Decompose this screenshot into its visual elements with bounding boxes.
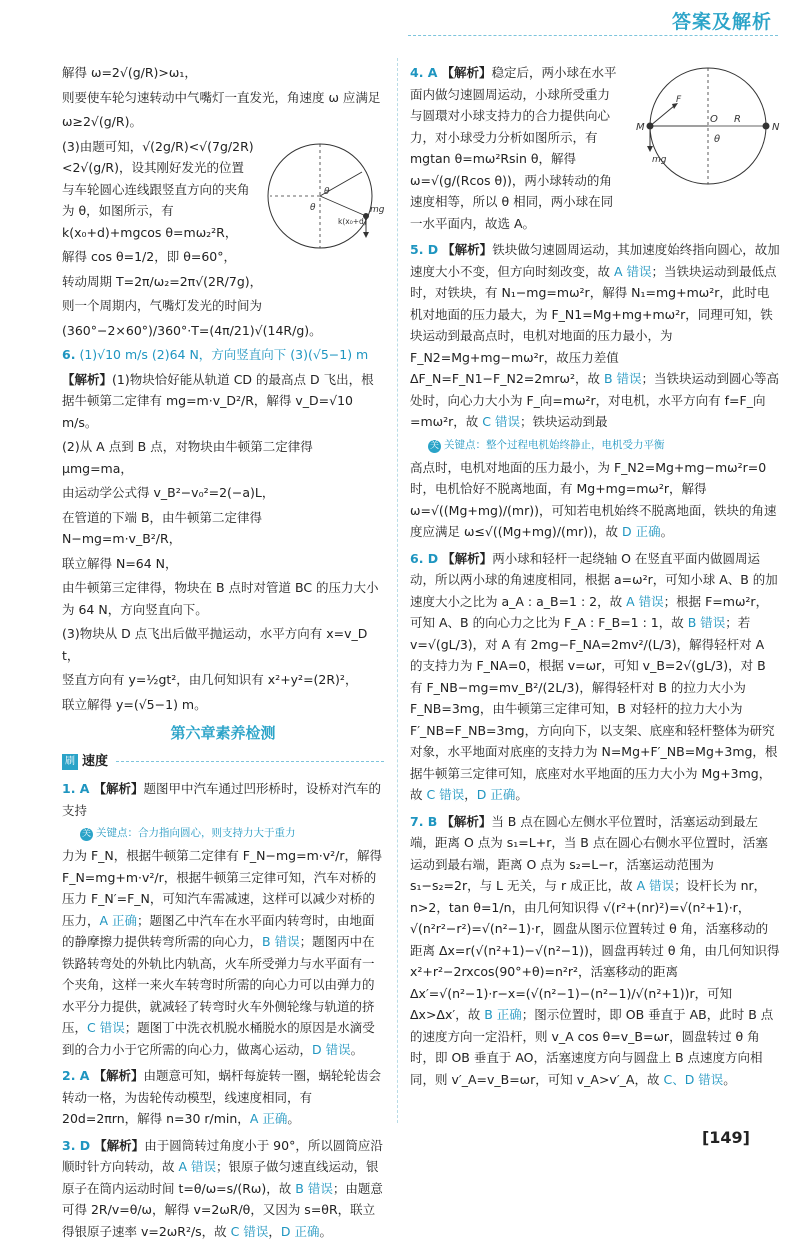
text-line: ；题图乙中汽车在水平面内转弯时，由地面的静摩擦力提供转弯所需的向心力，	[62, 912, 375, 950]
svg-text:θ: θ	[310, 202, 316, 213]
text-line: (2)从 A 点到 B 点，对物块由牛顿第二定律得 μmg=ma，	[62, 439, 313, 476]
option-verdict: C、D 错误	[663, 1071, 724, 1087]
answer-1	[62, 778, 384, 1060]
key-icon: 关	[81, 829, 91, 840]
text-line: 联立解得 y=(√5−1) m。	[62, 696, 207, 712]
text-line: 转动周期 T=2π/ω₂=2π√(2R/7g)，	[62, 273, 263, 289]
svg-text:mg: mg	[370, 204, 384, 215]
angle-label: θ	[714, 134, 721, 145]
wheel-diagram	[262, 136, 384, 254]
text-line: 由牛顿第三定律得，物块在 B 点时对管道 BC 的压力大小为 64 N，方向竖直向下。	[62, 580, 379, 617]
text-line: ；设杆长为 nr，n>2，tan θ=1/n，由几何知识得 √(r²+(nr)²)=√(n²+1)·r，√(n²r²−r²)=√(n²−1)·r，圆盘从图示位置转过 θ 角，活塞移动的距离 Δx=r(√(n²+1)−√(n²−1))，圆盘再转过 θ 角，由几何知识得 x²+r²−2rxcos(90°+θ)=n²r²，活塞移动的距离 Δx′=√(n²−1)·r−x=(√(n²−1)−(n²−1)/√(n²+1))r，可知 Δx>Δx′，故	[410, 878, 780, 1023]
option-verdict: A 错误	[626, 593, 664, 609]
center-label: O	[710, 114, 718, 125]
key-point-note	[80, 824, 384, 842]
text-line: (3)物块从 D 点飞出后做平抛运动，水平方向有 x=v_D t，	[62, 626, 368, 663]
text-line: 两小球和轻杆一起绕轴 O 在竖直平面内做圆周运动，所以两小球的角速度相同，根据 a=ω²r，可知小球 A、B 的加速度大小之比为 a_A : a_B=1 : 2，故	[410, 550, 778, 609]
point-n-label: N	[772, 122, 780, 133]
text-line: ω≥2√(g/R)。	[62, 114, 142, 129]
punctuation: 。	[515, 787, 528, 803]
key-point-note	[428, 436, 780, 454]
answer-number: 7. B	[410, 813, 438, 829]
text-line: ；图示位置时，即 OB 垂直于 AB，此时 B 点的速度方向一定沿杆，则 v_A cos θ=v_B=ωr，圆盘转过 θ 角时，即 OB 垂直于 AO，活塞速度方向与圆盘上 B 点速度方向相同，则 v′_A=v_B=ωr，可知 v_A>v′_A，故	[410, 1007, 774, 1087]
page-number: [149]	[701, 1128, 750, 1147]
answer-number: 1. A	[62, 781, 90, 797]
analysis-tag: 【解析】	[62, 371, 113, 387]
svg-text:θ: θ	[324, 186, 330, 197]
option-verdict: D 正确	[280, 1223, 320, 1239]
option-verdict: A 正确	[249, 1111, 288, 1127]
answer-number: 2. A	[62, 1068, 90, 1084]
option-verdict: B 正确	[484, 1007, 522, 1023]
header-divider	[408, 35, 778, 36]
ring-diagram	[630, 62, 780, 190]
option-verdict: C 错误	[426, 787, 465, 803]
text-line: 高点时，电机对地面的压力最小，为 F_N2=Mg+mg−mω²r=0 时，电机恰好不脱离地面，有 Mg+mg=mω²r，解得 ω=√((Mg+mg)/(mr))，可知若电机始终不脱离地面，铁块的角速度应满足 ω≤√((Mg+mg)/(mr))，故	[410, 459, 777, 540]
section-label: 速度	[82, 753, 109, 769]
answer-summary: (1)√10 m/s (2)64 N，方向竖直向下 (3)(√5−1) m	[79, 347, 369, 362]
text-line: ；铁块运动到最	[519, 414, 608, 429]
answer-number: 4. A	[410, 65, 438, 80]
brush-icon: 刷	[62, 754, 78, 770]
punctuation: 。	[350, 1041, 364, 1057]
punctuation: 。	[723, 1071, 736, 1087]
column-divider	[397, 58, 398, 1123]
option-verdict: B 错误	[262, 934, 300, 950]
key-icon: 关	[429, 440, 439, 451]
text-line: 则要使车轮匀速转动中气嘴灯一直发光，角速度 ω 应满足	[62, 89, 381, 105]
text-line: 则一个周期内，气嘴灯发光的时间为	[62, 298, 263, 313]
analysis-tag: 【解析】	[442, 550, 493, 566]
text-line: ；当铁块运动到圆心等高处时，向心力大小为 F_向=mω²r，对电机，水平方向有 f=F_向=mω²r，故	[410, 371, 780, 429]
text-line: ；题图丙中在铁路转弯处的外轨比内轨高，火车所受弹力与水平面有一个夹角，这样一来火车转弯时所需的向心力可以由弹力的水平分力提供，就减轻了转弯时火车外侧轮缘与轨道的挤压，	[62, 934, 375, 1036]
option-verdict: C 错误	[230, 1223, 269, 1239]
text-line: ；由题意可得 2R/v=θ/ω，解得 v=2ωR/θ，又因为 s=θR，联立得银原子速率 v=2ωR²/s，故	[62, 1180, 383, 1239]
option-verdict: D 正确	[476, 787, 516, 803]
text-line: ；根据 F=mω²r，可知 A、B 的向心力之比为 F_A : F_B=1 : 1，故	[410, 593, 769, 631]
answer-number: 6. D	[410, 550, 439, 566]
text-line: (3)由题可知，√(2g/R)<√(7g/2R)<2√(g/R)，设其刚好发光的位置与车轮圆心连线跟竖直方向的夹角为 θ，如图所示，有 k(x₀+d)+mgcos θ=mω₂²R，	[62, 138, 254, 240]
option-verdict: A 正确	[99, 912, 138, 928]
option-verdict: A 错误	[614, 263, 652, 279]
text-line: 竖直方向有 y=½gt²，由几何知识有 x²+y²=(2R)²，	[62, 672, 358, 687]
text-line: 解得 cos θ=1/2，即 θ=60°，	[62, 249, 236, 264]
option-verdict: D 正确	[621, 524, 661, 540]
option-verdict: B 错误	[295, 1180, 333, 1196]
point-m-label: M	[636, 122, 645, 133]
option-verdict: B 错误	[603, 371, 642, 386]
chapter-title: 第六章素养检测	[170, 724, 276, 742]
option-verdict: A 错误	[636, 878, 675, 894]
text-line: 题图甲中汽车通过凹形桥时，设桥对汽车的支持	[62, 781, 381, 818]
text-line: 铁块做匀速圆周运动，其加速度始终指向圆心，故加速度大小不变，但方向时刻改变，故	[410, 242, 780, 279]
force-label: F	[676, 95, 682, 105]
text-line: 当 B 点在圆心左侧水平位置时，活塞运动到最左端，距离 O 点为 s₁=L+r，当 B 点在圆心右侧水平位置时，活塞运动到最右端，距离 O 点为 s₂=L−r，活塞运动范围为 s₁−s₂=2r，与 L 无关，与 r 成正比，故	[410, 813, 768, 894]
punctuation: 。	[660, 524, 674, 540]
text-line: ；若 v=√(gL/3)，对 A 有 2mg−F_NA=2mv²/(L/3)，解得轻杆对 A 的支持力为 F_NA=0，根据 v=ωr，可知 v_B=2√(gL/3)，对 B 有 F_NB−mg=mv_B²/(2L/3)，解得轻杆对 B 的拉力大小为 F_NB=3mg，由牛顿第三定律可知，B 对轻杆的拉力大小为 F′_NB=F_NB=3mg，方向向下，以支架、底座和轻杆整体为研究对象，水平地面对底座的支持力为 N=Mg+F′_NB=Mg+3mg，根据牛顿第三定律可知，底座对水平地面的压力大小为 Mg+3mg，故	[410, 615, 778, 803]
option-verdict: B 错误	[687, 615, 726, 631]
text-line: 解得 ω=2√(g/R)>ω₁，	[62, 65, 197, 80]
text-line: 由运动学公式得 v_B²−v₀²=2(−a)L，	[62, 485, 275, 500]
answer-number: 5. D	[410, 242, 439, 257]
text-line: ；当铁块运动到最低点时，对铁块，有 N₁−mg=mω²r，解得 N₁=mg+mω²r，此时电机对地面的压力最大，为 F_N1=Mg+mg+mω²r，同理可知，铁块运动到最高点时，电机对地面的压力最小，为 F_N2=Mg+mg−mω²r，故压力差值 ΔF_N=F_N1−F_N2=2mrω²，故	[410, 263, 777, 386]
text-line: 力为 F_N，根据牛顿第二定律有 F_N−mg=m·v²/r，解得 F_N=mg+m·v²/r，根据牛顿第三定律可知，汽车对桥的压力 F_N′=F_N，可知汽车需减速，这样可以减少对桥的压力，	[62, 848, 382, 928]
answer-2	[62, 1065, 384, 1130]
analysis-tag: 【解析】	[441, 813, 492, 829]
text-line: ；银原子做匀速直线运动，银原子在筒内运动时间 t=θ/ω=s/(Rω)，故	[62, 1159, 379, 1196]
text-line: 联立解得 N=64 N，	[62, 555, 178, 571]
punctuation: 。	[319, 1223, 333, 1239]
radius-label: R	[734, 114, 741, 125]
svg-text:k(x₀+d): k(x₀+d)	[338, 216, 367, 226]
header-title: 答案及解析	[671, 11, 772, 33]
gravity-label: mg	[652, 155, 667, 165]
answer-5	[410, 239, 780, 543]
analysis-tag: 【解析】	[442, 242, 493, 257]
answer-6: 6. D 【解析】两小球和轻杆一起绕轴 O 在竖直平面内做圆周运动，所以两小球的角速度相同，根据 a=ω²r，可知小球 A、B 的加速度大小之比为 a_A : a_B=1 : 2，故 A 错误；根据 F=mω²r，可知 A、B 的向心力之比为 F_A : F_B=1 : 1，故 B 错误；若 v=√(gL/3)，对 A 有 2mg−F_NA=2mv²/(L/3)，解得轻杆对 A 的支持力为 F_NA=0，根据 v=ωr，可知 v_B=2√(gL/3)，对 B 有 F_NB−mg=mv_B²/(2L/3)，解得轻杆对 B 的拉力大小为 F_NB=3mg，由牛顿第三定律可知，B 对轻杆的拉力大小为 F′_NB=F_NB=3mg，方向向下，以支架、底座和轻杆整体为研究对象，水平地面对底座的支持力为 N=Mg+F′_NB=Mg+3mg，根据牛顿第三定律可知，底座对水平地面的压力大小为 Mg+3mg，故 C 错误，D 正确。	[410, 550, 778, 803]
answer-7	[410, 811, 780, 1091]
right-column	[410, 62, 780, 1095]
option-verdict: C 错误	[482, 414, 520, 429]
text-line: (1)物块恰好能从轨道 CD 的最高点 D 飞出，根据牛顿第二定律有 mg=m·v_D²/R，解得 v_D=√10 m/s。	[62, 371, 374, 430]
text-line: 稳定后，两小球在水平面内做匀速圆周运动，小球所受重力与圆環对小球支持力的合力提供向心力，对小球受力分析如图所示，有 mgtan θ=mω²Rsin θ，解得 ω=√(g/(Rcos θ))，两小球转动的角速度相等，所以 θ 相同，两小球在同一水平面内，故选 A。	[410, 65, 617, 231]
text-line: ；题图丁中洗衣机脱水桶脱水的原因是水滴受到的合力小于它所需的向心力，做离心运动，	[62, 1020, 375, 1057]
answer-number: 3. D	[62, 1137, 91, 1153]
note-text: 关键点：合力指向圆心，则支持力大于重力	[96, 827, 296, 840]
section-header	[62, 751, 384, 773]
answer-3: 3. D 【解析】由于圆筒转过角度小于 90°，所以圆筒应沿顺时针方向转动，故 A 错误；银原子做匀速直线运动，银原子在筒内运动时间 t=θ/ω=s/(Rω)，故 B 错误；由题意可得 2R/v=θ/ω，解得 v=2ωR/θ，又因为 s=θR，联立得银原子速率 v=2ωR²/s，故 C 错误，D 正确。	[62, 1137, 383, 1239]
answer-6	[62, 344, 384, 715]
punctuation: 。	[287, 1111, 300, 1127]
option-verdict: D 错误	[312, 1041, 351, 1057]
option-verdict: A 错误	[178, 1159, 217, 1175]
answer-4	[410, 62, 780, 234]
note-text: 关键点：整个过程电机始终静止，电机受力平衡	[444, 438, 665, 451]
text-line: 在管道的下端 B，由牛顿第二定律得 N−mg=m·v_B²/R，	[62, 509, 263, 546]
analysis-tag: 【解析】	[441, 65, 492, 80]
answer-number: 6.	[62, 347, 76, 362]
analysis-tag: 【解析】	[94, 1137, 145, 1153]
analysis-tag: 【解析】	[93, 781, 144, 797]
analysis-tag: 【解析】	[93, 1068, 144, 1084]
text-line: (360°−2×60°)/360°·T=(4π/21)√(14R/g)。	[62, 322, 322, 338]
text-line: 由于圆筒转过角度小于 90°，所以圆筒应沿顺时针方向转动，故	[62, 1137, 383, 1175]
option-verdict: C 错误	[87, 1020, 125, 1036]
text-line: 由题意可知，蜗杆每旋转一圈，蜗轮轮齿会转动一格，为齿轮传动模型，线速度相同，有 20d=2πrn，解得 n=30 r/min，	[62, 1068, 381, 1127]
left-column	[62, 62, 384, 1247]
section-divider	[116, 761, 384, 762]
